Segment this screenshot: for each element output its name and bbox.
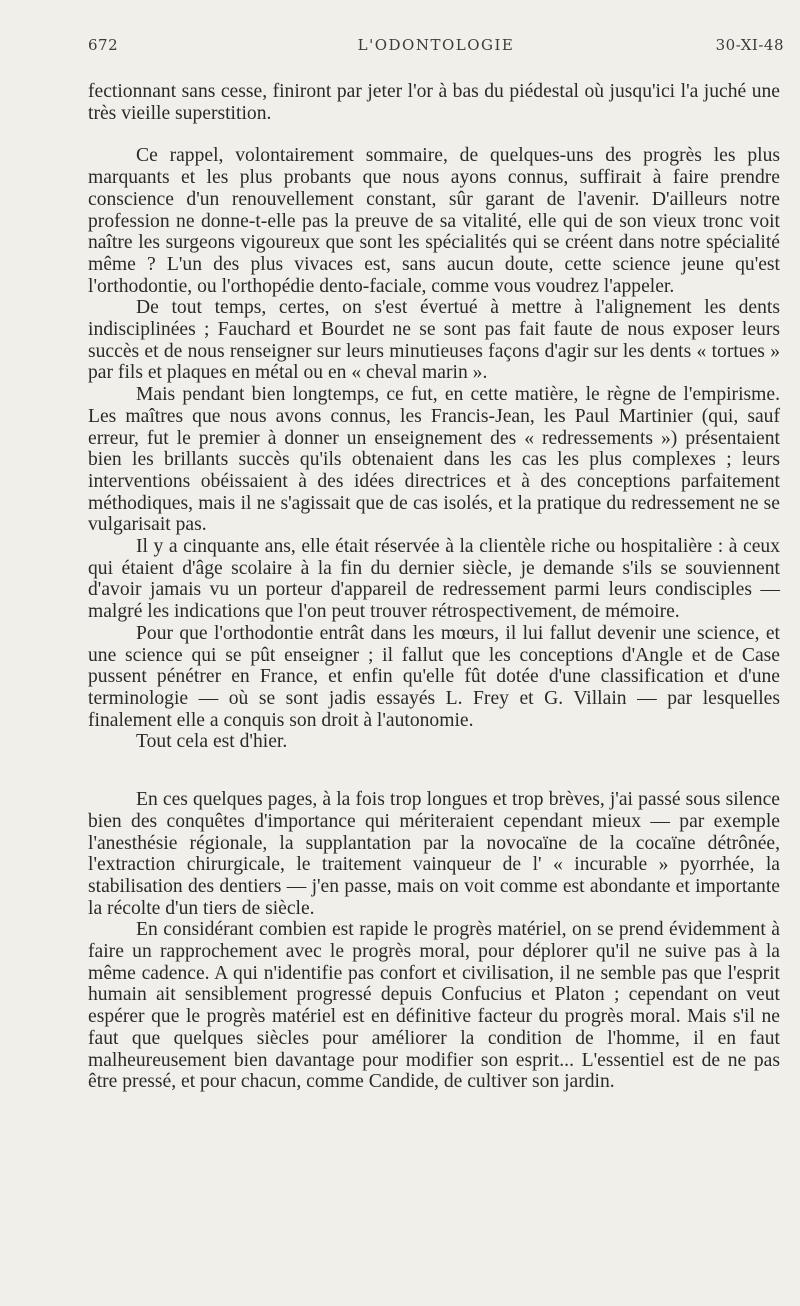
issue-date: 30-XI-48 (715, 36, 784, 54)
paragraph: Tout cela est d'hier. (136, 731, 288, 753)
paragraph: Il y a cinquante ans, elle était réservée à la clientèle riche ou hospitalière : à ceux qui étaient d'âge scolaire à la fin du dernier siècle, je demande s'ils se souviennent d'avoir jamais vu un porteur d'appareil de redressement parmi leurs condisciples — malgré les indications que l'on peut trouver rétrospectivement, de mémoire. (88, 536, 780, 623)
paragraph: Ce rappel, volontairement sommaire, de quelques-uns des progrès les plus marquants et les plus probants que nous ayons connus, suffirait à faire prendre conscience d'un renouvellement constant, sûr garant de l'avenir. D'ailleurs notre profession ne donne-t-elle pas la preuve de sa vitalité, elle qui de son vieux tronc voit naître les surgeons vigoureux que sont les spécialités qui se créent dans notre spécialité même ? L'un des plus vivaces est, sans aucun doute, cette science jeune qu'est l'orthodontie, ou l'orthopédie dento-faciale, comme vous voudrez l'appeler. (88, 145, 780, 297)
paragraph: Pour que l'orthodontie entrât dans les mœurs, il lui fallut devenir une science, et une science qui se pût enseigner ; il fallut que les conceptions d'Angle et de Case pussent pénétrer en France, et enfin qu'elle fût dotée d'une classification et d'une terminologie — où se sont jadis essayés L. Frey et G. Villain — par lesquelles finalement elle a conquis son droit à l'autonomie. (88, 622, 780, 731)
paragraph: En considérant combien est rapide le progrès matériel, on se prend évidemment à faire un rapprochement avec le progrès moral, pour déplorer qu'il ne suive pas à la même cadence. A qui n'identifie pas confort et civilisation, il ne semble pas que l'esprit humain ait sensiblement progressé depuis Confucius et Platon ; cependant on veut espérer que le progrès matériel est en définitive facteur du progrès moral. Mais s'il ne faut que quelques siècles pour améliorer la condition de l'homme, il en faut malheureusement bien davantage pour modifier son esprit... L'essentiel est de ne pas être pressé, et pour chacun, comme Candide, de cultiver son jardin. (88, 919, 780, 1093)
running-header (88, 36, 784, 58)
paragraph-continuation: fectionnant sans cesse, finiront par jeter l'or à bas du piédestal où jusqu'ici l'a juché une très vieille superstition. (88, 81, 780, 124)
journal-title: L'ODONTOLOGIE (357, 36, 515, 54)
paragraph: De tout temps, certes, on s'est évertué à mettre à l'alignement les dents indisciplinées ; Fauchard et Bourdet ne se sont pas fait faute de nous exposer leurs succès et de nous renseigner sur leurs minutieuses façons d'agir sur les dents « tortues » par fils et plaques en métal ou en « cheval marin ». (88, 297, 780, 384)
page-number: 672 (88, 36, 119, 54)
body-text (88, 81, 780, 1093)
paragraph: Mais pendant bien longtemps, ce fut, en cette matière, le règne de l'empirisme. Les maîtres que nous avons connus, les Francis-Jean, les Paul Martinier (qui, sauf erreur, fut le premier à donner un enseignement des « redressements ») présentaient bien les brillants succès qu'ils obtenaient dans les cas les plus complexes ; leurs interventions obéissaient à des idées directrices et à des conceptions parfaitement méthodiques, mais il ne s'agissait que de cas isolés, et la pratique du redressement ne se vulgarisait pas. (88, 384, 780, 536)
paragraph: En ces quelques pages, à la fois trop longues et trop brèves, j'ai passé sous silence bien des conquêtes d'importance qui mériteraient cependant mieux — par exemple l'anesthésie régionale, la supplantation par la novocaïne de la cocaïne détrônée, l'extraction chirurgicale, le traitement vainqueur de l' « incurable » pyorrhée, la stabilisation des dentiers — j'en passe, mais on voit comme est abondante et importante la récolte d'un tiers de siècle. (88, 789, 780, 919)
